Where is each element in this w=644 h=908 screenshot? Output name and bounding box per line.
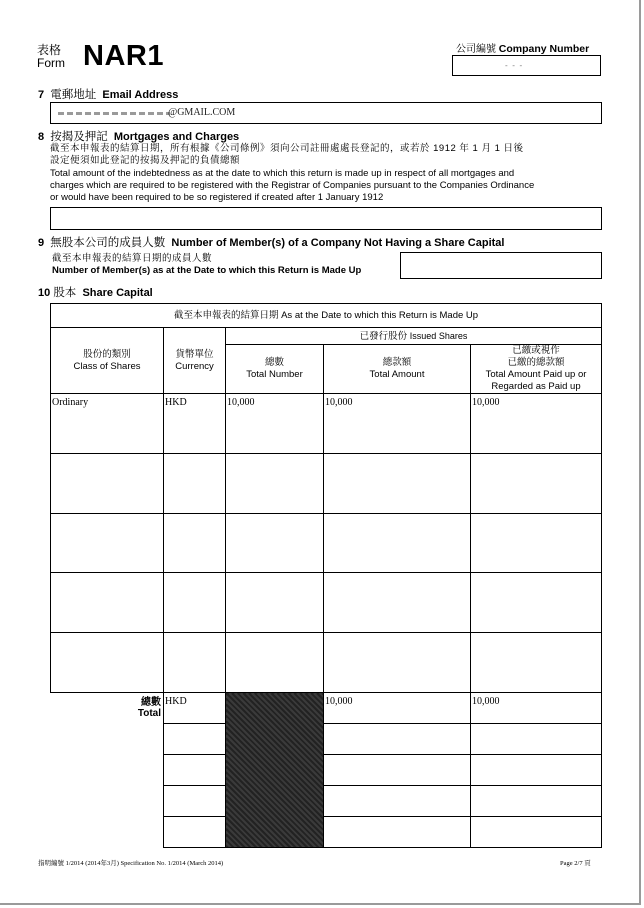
section-7-title-zh: 電郵地址 bbox=[50, 89, 97, 101]
company-number-label bbox=[456, 40, 589, 55]
total-label-en: Total bbox=[137, 708, 161, 719]
section-10-title-zh: 股本 bbox=[53, 287, 77, 299]
cell-class[interactable] bbox=[51, 454, 164, 514]
total-amount[interactable] bbox=[324, 817, 471, 848]
company-number-label-zh: 公司編號 bbox=[456, 44, 496, 55]
section-8-desc-en-1: Total amount of the indebtedness as at the date to which this return is made up in respect of all mortgages and bbox=[50, 168, 515, 179]
cell-total-amount[interactable] bbox=[324, 633, 471, 693]
section-10-num: 10 bbox=[38, 287, 51, 299]
col-currency-zh: 貨幣單位 bbox=[175, 348, 214, 360]
cell-total-amount[interactable] bbox=[324, 514, 471, 573]
total-currency[interactable] bbox=[164, 786, 226, 817]
section-9-num: 9 bbox=[38, 237, 45, 249]
table-row bbox=[51, 633, 602, 693]
col-total-number-zh: 總數 bbox=[264, 357, 284, 368]
total-currency[interactable]: HKD bbox=[164, 693, 226, 724]
issued-en: Issued Shares bbox=[409, 330, 468, 341]
cell-paid-up[interactable]: 10,000 bbox=[471, 394, 602, 454]
cell-paid-up[interactable] bbox=[471, 454, 602, 514]
section-10-title bbox=[38, 284, 153, 300]
share-capital-table bbox=[50, 303, 602, 848]
col-header-currency bbox=[164, 328, 226, 394]
form-label-en: Form bbox=[37, 56, 65, 70]
section-9-title bbox=[38, 234, 505, 250]
section-8-title-en: Mortgages and Charges bbox=[113, 131, 240, 143]
total-amount[interactable] bbox=[324, 786, 471, 817]
total-paid-up[interactable] bbox=[471, 724, 602, 755]
section-9-title-zh: 無股本公司的成員人數 bbox=[50, 237, 166, 249]
cell-currency[interactable] bbox=[164, 454, 226, 514]
section-8-title-zh: 按揭及押記 bbox=[50, 131, 108, 143]
cell-paid-up[interactable] bbox=[471, 514, 602, 573]
section-10-title-en: Share Capital bbox=[82, 287, 153, 299]
col-total-amount-zh: 總款額 bbox=[382, 357, 412, 368]
form-code: NAR1 bbox=[83, 40, 164, 72]
col-class-zh: 股份的類別 bbox=[83, 348, 131, 360]
section-9-title-en: Number of Member(s) of a Company Not Having a Share Capital bbox=[171, 237, 505, 249]
table-title bbox=[51, 304, 602, 328]
section-9-desc-en: Number of Member(s) as at the Date to which this Return is Made Up bbox=[52, 265, 362, 276]
total-paid-up[interactable] bbox=[471, 755, 602, 786]
members-field[interactable] bbox=[400, 252, 602, 279]
cell-total-amount[interactable] bbox=[324, 454, 471, 514]
cell-class[interactable]: Ordinary bbox=[51, 394, 164, 454]
section-8-desc-zh-1: 截至本申報表的結算日期，所有根據《公司條例》須向公司註冊處處長登記的，或若於 1912 年 1 月 1 日後 bbox=[50, 143, 524, 154]
col-paid-zh-1: 已繳或視作 bbox=[512, 345, 560, 356]
cell-currency[interactable] bbox=[164, 573, 226, 633]
section-9-desc-zh: 截至本申報表的結算日期的成員人數 bbox=[52, 253, 213, 264]
email-value: @GMAIL.COM bbox=[168, 107, 236, 118]
table-row bbox=[51, 454, 602, 514]
total-amount[interactable]: 10,000 bbox=[324, 693, 471, 724]
total-paid-up[interactable] bbox=[471, 786, 602, 817]
total-label-zh: 總數 bbox=[141, 697, 161, 708]
col-currency-en: Currency bbox=[175, 360, 214, 372]
col-total-amount-en: Total Amount bbox=[369, 369, 425, 380]
section-8-desc-en-3: or would have been required to be so registered if created after 1 January 1912 bbox=[50, 192, 384, 203]
cell-total-number[interactable] bbox=[226, 573, 324, 633]
col-header-total-number bbox=[226, 345, 324, 394]
cell-total-number[interactable] bbox=[226, 514, 324, 573]
col-paid-zh-2: 已繳的總款額 bbox=[507, 357, 565, 368]
issued-zh: 已發行股份 bbox=[359, 330, 408, 342]
col-header-paid-up bbox=[471, 345, 602, 394]
col-header-total-amount bbox=[324, 345, 471, 394]
section-7-title bbox=[38, 86, 178, 102]
total-currency[interactable] bbox=[164, 724, 226, 755]
total-amount[interactable] bbox=[324, 724, 471, 755]
company-number-field[interactable] bbox=[452, 55, 601, 76]
col-paid-en-2: Regarded as Paid up bbox=[491, 381, 581, 392]
section-8-num: 8 bbox=[38, 131, 45, 143]
total-label bbox=[51, 693, 164, 848]
cell-total-amount[interactable] bbox=[324, 573, 471, 633]
cell-class[interactable] bbox=[51, 633, 164, 693]
cell-class[interactable] bbox=[51, 573, 164, 633]
cell-total-number[interactable]: 10,000 bbox=[226, 394, 324, 454]
footer-page-number: Page 2/7 頁 bbox=[560, 860, 591, 867]
cell-total-amount[interactable]: 10,000 bbox=[324, 394, 471, 454]
section-7-num: 7 bbox=[38, 89, 45, 101]
mortgages-field[interactable] bbox=[50, 207, 602, 230]
col-class-en: Class of Shares bbox=[73, 360, 141, 372]
col-total-number-en: Total Number bbox=[246, 369, 303, 380]
cell-total-number[interactable] bbox=[226, 633, 324, 693]
company-number-value: - - - bbox=[505, 61, 524, 70]
total-paid-up[interactable] bbox=[471, 817, 602, 848]
table-row bbox=[51, 573, 602, 633]
total-paid-up[interactable]: 10,000 bbox=[471, 693, 602, 724]
cell-currency[interactable] bbox=[164, 514, 226, 573]
cell-paid-up[interactable] bbox=[471, 573, 602, 633]
section-8-title bbox=[38, 128, 239, 144]
table-row bbox=[51, 394, 602, 454]
table-row bbox=[51, 514, 602, 573]
table-title-en: As at the Date to which this Return is Made Up bbox=[281, 309, 479, 321]
col-paid-en-1: Total Amount Paid up or bbox=[485, 369, 587, 380]
issued-shares-header bbox=[226, 328, 602, 345]
footer-specification: 指明編號 1/2014 (2014年3月) Specification No. 1/2014 (March 2014) bbox=[38, 860, 224, 867]
table-title-zh: 截至本申報表的結算日期 bbox=[173, 309, 279, 321]
col-header-class bbox=[51, 328, 164, 394]
cell-currency[interactable]: HKD bbox=[164, 394, 226, 454]
company-number-label-en: Company Number bbox=[498, 43, 590, 55]
cell-class[interactable] bbox=[51, 514, 164, 573]
cell-currency[interactable] bbox=[164, 633, 226, 693]
email-redaction bbox=[58, 112, 170, 115]
cell-paid-up[interactable] bbox=[471, 633, 602, 693]
form-label-zh: 表格 bbox=[37, 43, 62, 57]
section-8-desc-en-2: charges which are required to be registered with the Registrar of Companies pursuant to the Companies Ordinance bbox=[50, 180, 535, 191]
total-currency[interactable] bbox=[164, 817, 226, 848]
redacted-total-number bbox=[226, 693, 324, 848]
total-row bbox=[51, 693, 602, 724]
section-7-title-en: Email Address bbox=[102, 89, 179, 101]
cell-total-number[interactable] bbox=[226, 454, 324, 514]
total-amount[interactable] bbox=[324, 755, 471, 786]
total-currency[interactable] bbox=[164, 755, 226, 786]
section-8-desc-zh-2: 設定便須如此登記的按揭及押記的負債總額 bbox=[50, 155, 241, 166]
